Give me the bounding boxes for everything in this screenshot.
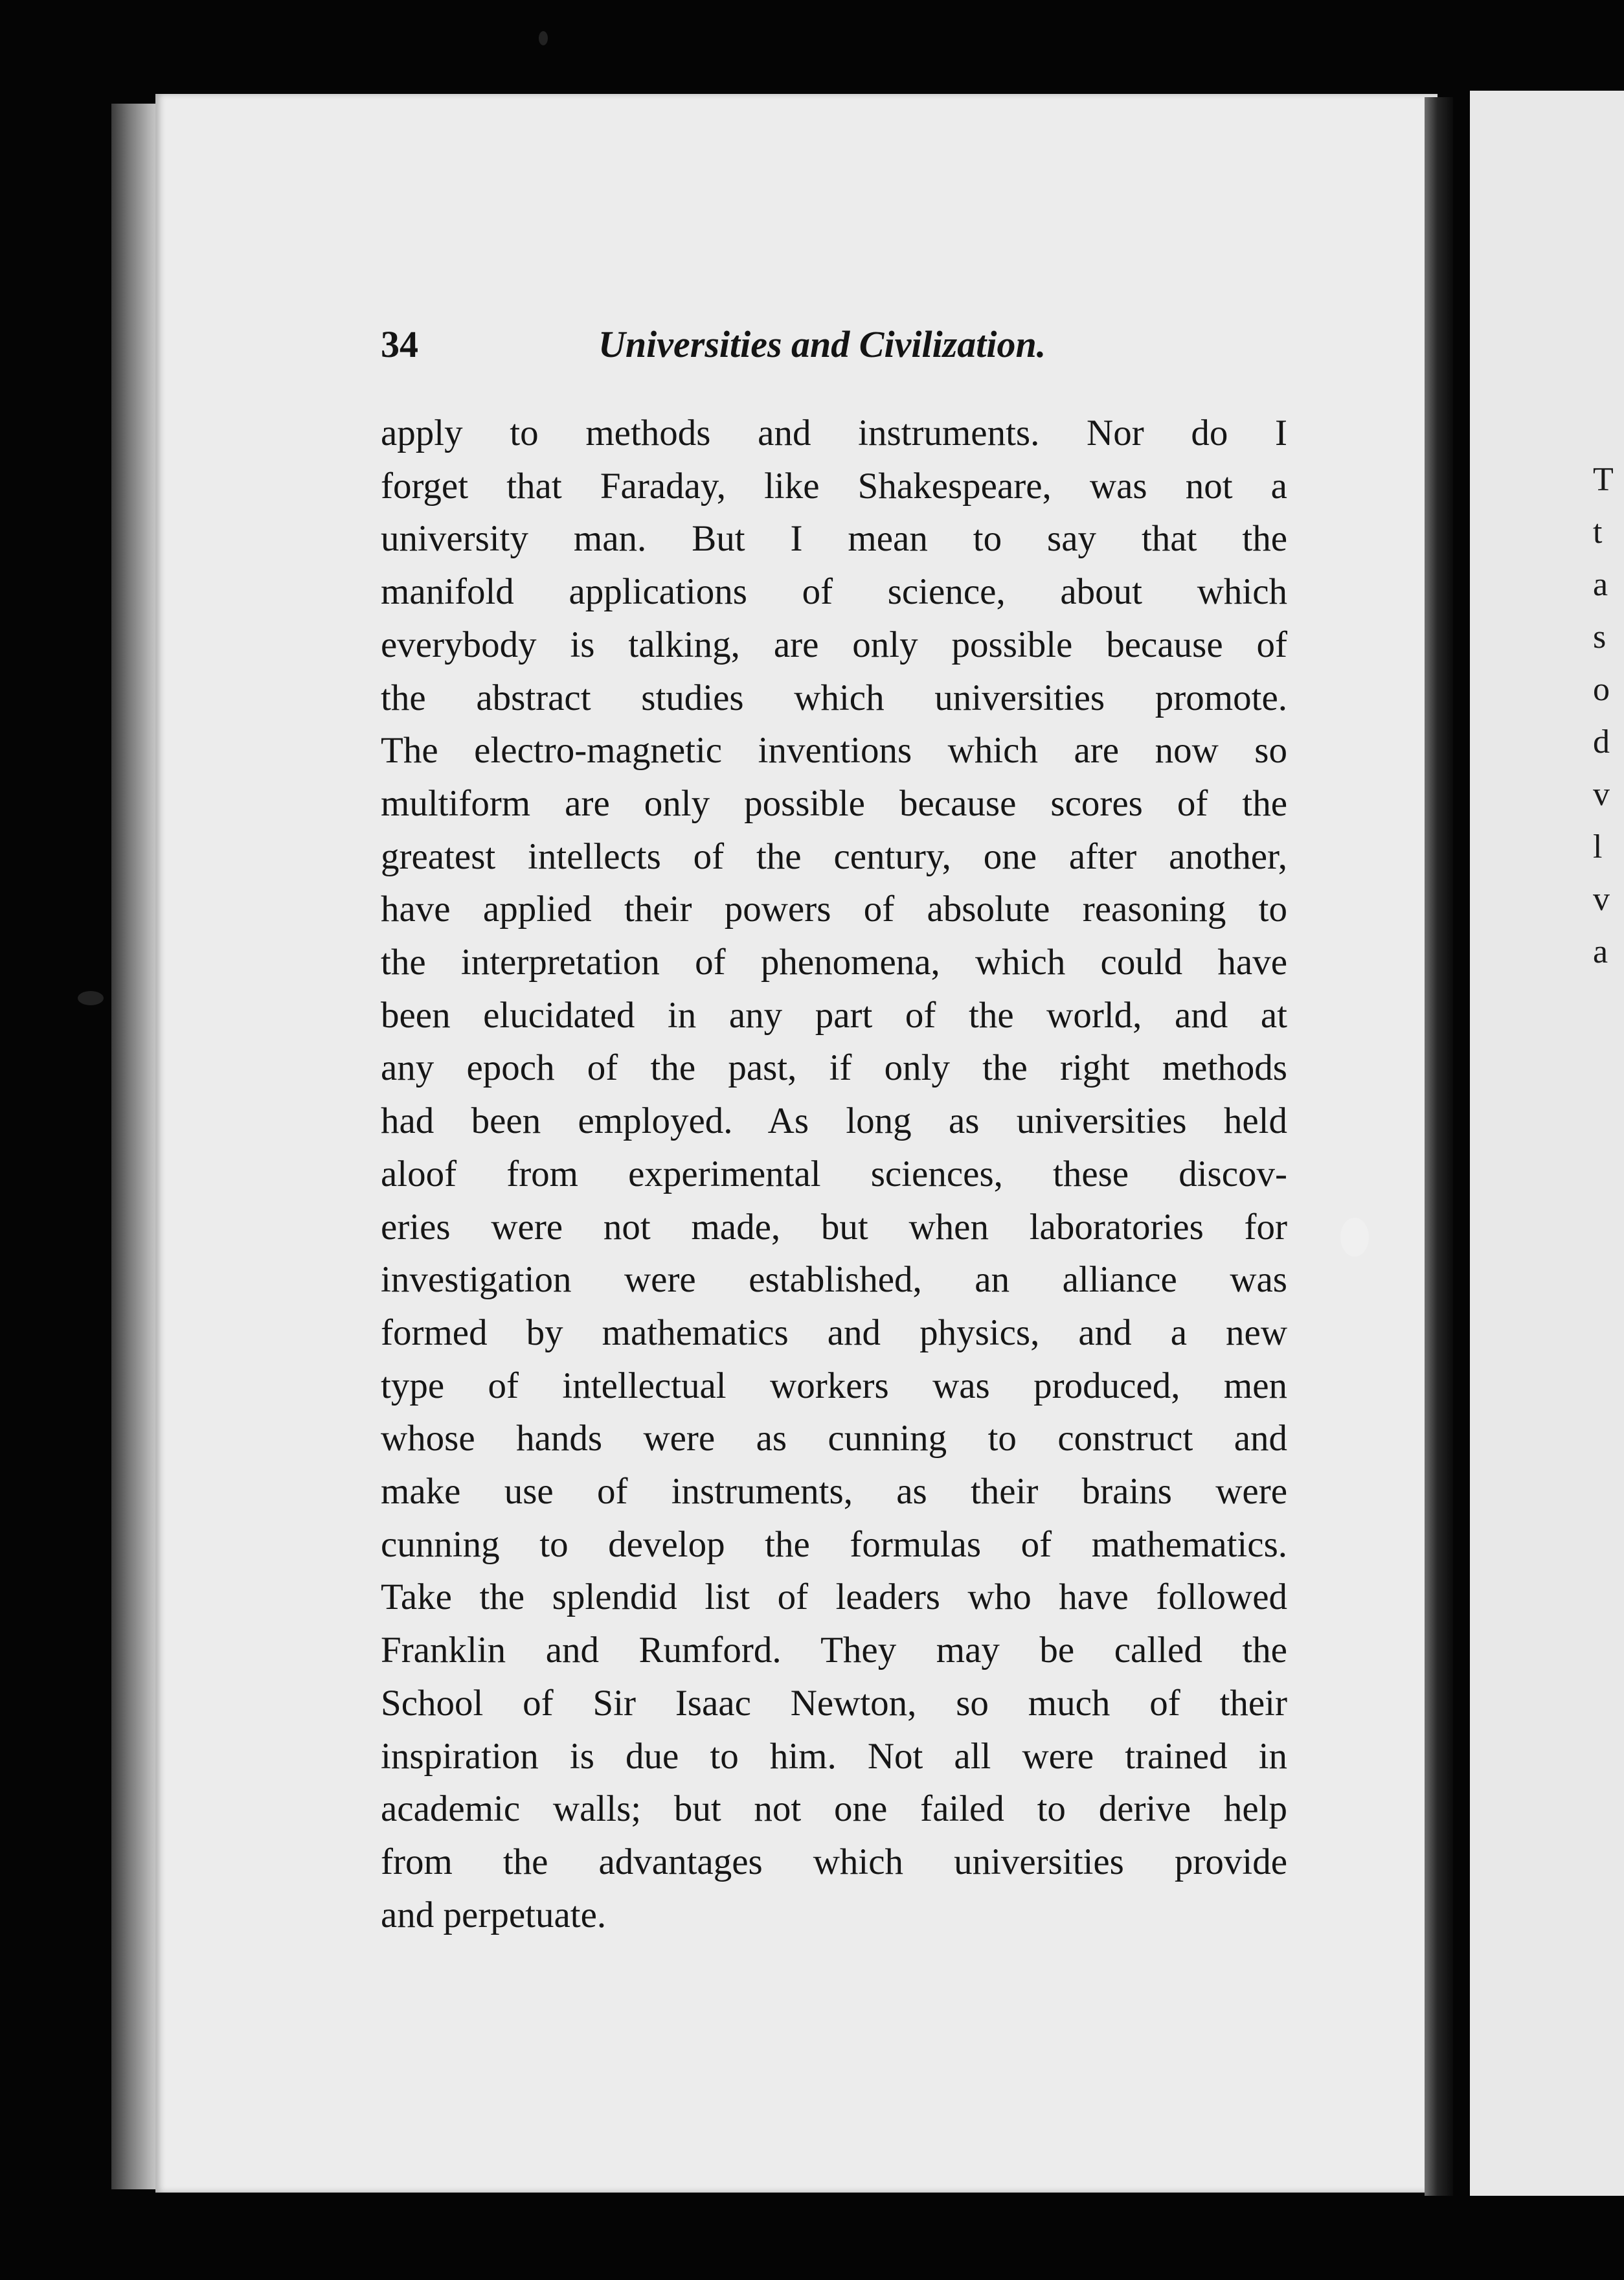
text-line: formed by mathematics and physics, and a new [381,1312,1287,1353]
text-line: had been employed. As long as universities held [381,1100,1287,1142]
text-line: School of Sir Isaac Newton, so much of their [381,1682,1287,1724]
text-line: any epoch of the past, if only the right methods [381,1047,1287,1089]
text-line: everybody is talking, are only possible because of [381,624,1287,665]
running-head [381,323,1294,374]
text-line: university man. But I mean to say that the [381,518,1287,560]
text-line: have applied their powers of absolute reasoning to [381,889,1287,930]
text-line: Take the splendid list of leaders who have followed [381,1577,1287,1618]
text-line: the interpretation of phenomena, which could have [381,942,1287,983]
text-line: Franklin and Rumford. They may be called the [381,1630,1287,1671]
text-line: the abstract studies which universities promote. [381,677,1287,718]
text-line: investigation were established, an alliance was [381,1259,1287,1301]
text-line: make use of instruments, as their brains were [381,1471,1287,1512]
body-text [381,407,1287,1941]
book-spine-shadow [1425,97,1453,2196]
scan-artifact-mark [539,31,548,45]
facing-page [1470,91,1624,2196]
scan-artifact-speck [1340,1218,1369,1257]
text-line: from the advantages which universities provide [381,1841,1287,1882]
text-line: whose hands were as cunning to construct and [381,1418,1287,1459]
facing-page-text-fragment: T t a s o d v l v a [1593,461,1614,970]
text-line: forget that Faraday, like Shakespeare, was not a [381,465,1287,507]
page-number: 34 [381,323,418,365]
text-line: apply to methods and instruments. Nor do I [381,413,1287,453]
text-line: academic walls; but not one failed to derive help [381,1788,1287,1830]
text-line: aloof from experimental sciences, these discov- [381,1153,1287,1194]
text-line: eries were not made, but when laboratories for [381,1206,1287,1248]
scan-artifact-mark [78,991,104,1005]
text-line: been elucidated in any part of the world, and at [381,994,1287,1036]
text-line: multiform are only possible because scores of the [381,782,1287,824]
text-line: The electro-magnetic inventions which are now so [381,730,1287,771]
text-line: manifold applications of science, about which [381,571,1287,613]
text-line: cunning to develop the formulas of mathematics. [381,1523,1287,1565]
text-line: inspiration is due to him. Not all were trained in [381,1735,1287,1777]
running-title: Universities and Civilization. [598,323,1046,365]
text-line: greatest intellects of the century, one after another, [381,836,1287,877]
text-line: and perpetuate. [381,1894,607,1935]
text-line: type of intellectual workers was produced, men [381,1365,1287,1406]
